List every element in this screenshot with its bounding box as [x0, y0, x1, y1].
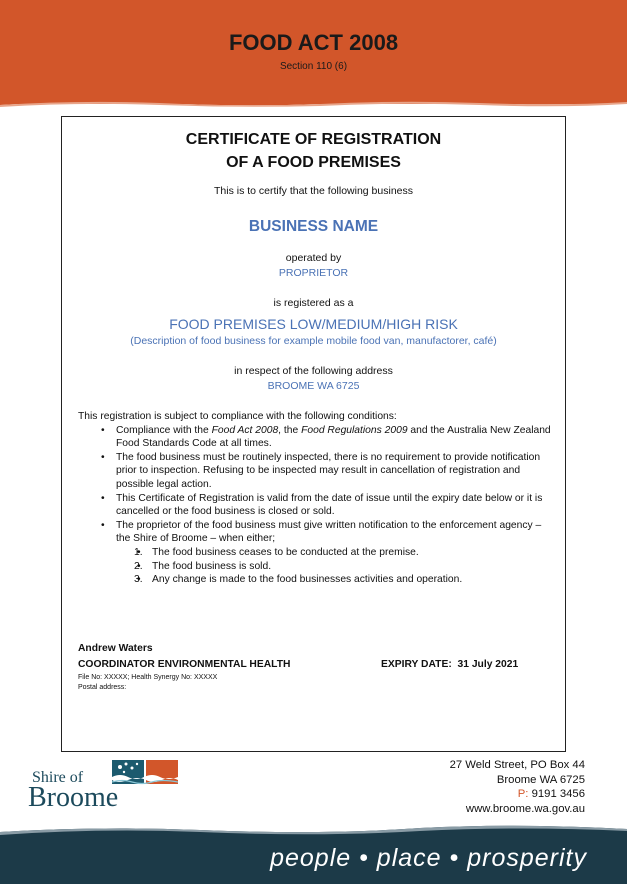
- expiry-date: EXPIRY DATE: 31 July 2021: [381, 659, 519, 670]
- street-address: 27 Weld Street, PO Box 44: [449, 759, 585, 771]
- certificate-title-line2: OF A FOOD PREMISES: [226, 154, 401, 171]
- contact-block: [450, 758, 585, 816]
- logo-text-big: Broome: [28, 782, 119, 813]
- website-link[interactable]: www.broome.wa.gov.au: [465, 802, 585, 815]
- notification-list: [116, 546, 551, 587]
- phone-line: [450, 787, 585, 802]
- city-address: Broome WA 6725: [496, 773, 585, 786]
- certificate-title-line1: CERTIFICATE OF REGISTRATION: [185, 131, 442, 148]
- in-respect-text: in respect of the following address: [234, 365, 393, 377]
- certify-text: This is to certify that the following business: [213, 185, 413, 197]
- notification-item: • 2. The food business is sold.: [152, 560, 551, 574]
- signatory-role: COORDINATOR ENVIRONMENTAL HEALTH: [78, 659, 291, 670]
- postal-address: Postal address:: [78, 684, 127, 691]
- act-title: FOOD ACT 2008: [228, 30, 399, 55]
- premises-address: BROOME WA 6725: [267, 380, 360, 392]
- header-banner: [0, 0, 627, 104]
- registered-as-text: is registered as a: [273, 297, 354, 309]
- risk-classification: FOOD PREMISES LOW/MEDIUM/HIGH RISK: [169, 316, 458, 332]
- notification-item: • 1. The food business ceases to be conducted at the premise.: [152, 546, 551, 560]
- business-name: BUSINESS NAME: [248, 218, 379, 235]
- act-section: Section 110 (6): [279, 61, 348, 72]
- shire-logo-graphic: [112, 758, 178, 788]
- conditions-list: [78, 424, 551, 587]
- operated-by-text: operated by: [285, 252, 342, 264]
- condition-item: • The proprietor of the food business must give written notification to the enforcement agency – the Shire of Broome – when either; • 1. The food business ceases to be conducted at the premise. • 2. The food business is sold. • 3. Any change is made to the food businesses activities and operation.: [116, 519, 551, 587]
- notification-item: • 3. Any change is made to the food businesses activities and operation.: [152, 573, 551, 587]
- footer-banner: [0, 820, 627, 884]
- business-description: (Description of food business for example mobile food van, manufactorer, café): [130, 335, 497, 347]
- signatory-name: Andrew Waters: [78, 643, 153, 654]
- logo-text-small: Shire of: [32, 769, 84, 786]
- phone-number: 9191 3456: [531, 788, 585, 800]
- conditions-intro: This registration is subject to compliance with the following conditions:: [78, 411, 397, 422]
- condition-item: • The food business must be routinely inspected, there is no requirement to provide notification prior to inspection. Refusing to be inspected may result in cancellation of registration and possible legal action.: [116, 451, 551, 492]
- condition-item: • This Certificate of Registration is valid from the date of issue until the expiry date below or it is cancelled or the food business is closed or sold.: [116, 492, 551, 519]
- condition-item: • Compliance with the Food Act 2008, the Food Regulations 2009 and the Australia New Zealand Food Standards Code at all times.: [116, 424, 551, 451]
- conditions-section: [78, 410, 551, 587]
- shire-logo: [28, 758, 188, 818]
- footer-tagline: people • place • prosperity: [270, 844, 587, 872]
- certificate-box: [61, 116, 566, 752]
- phone-label: P:: [517, 788, 529, 800]
- proprietor: PROPRIETOR: [278, 267, 349, 279]
- header-torn-edge: [0, 98, 627, 108]
- file-number: File No: XXXXX; Health Synergy No: XXXXX: [78, 674, 218, 681]
